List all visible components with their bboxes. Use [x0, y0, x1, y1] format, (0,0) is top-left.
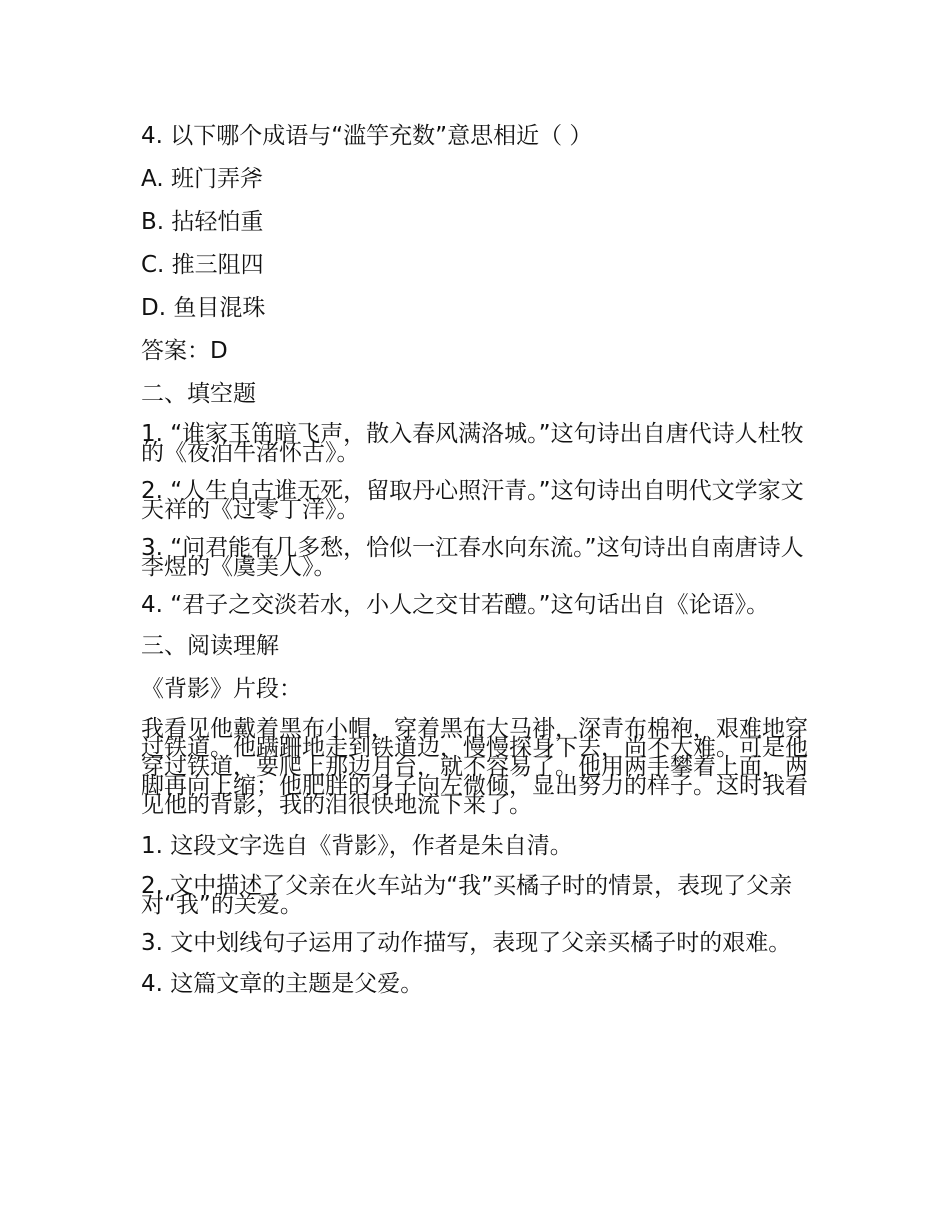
answer-line: 答案：D — [141, 338, 228, 364]
fill-blank-item-1: 1. “谁家玉笛暗飞声，散入春风满洛城。”这句诗出自唐代诗人杜牧的《夜泊牛渚怀古》。 — [141, 421, 804, 466]
option-b: B. 拈轻怕重 — [141, 209, 264, 235]
question-4-stem: 4. 以下哪个成语与“滥竽充数”意思相近（ ） — [141, 123, 593, 149]
section-2-heading: 二、填空题 — [141, 381, 256, 407]
fill-blank-item-4: 4. “君子之交淡若水，小人之交甘若醴。”这句话出自《论语》。 — [141, 592, 770, 618]
section-3-heading: 三、阅读理解 — [141, 633, 279, 659]
document-page — [141, 124, 813, 1015]
reading-item-2: 2. 文中描述了父亲在火车站为“我”买橘子时的情景，表现了父亲对“我”的关爱。 — [141, 873, 793, 918]
option-c: C. 推三阻四 — [141, 252, 264, 278]
option-a: A. 班门弄斧 — [141, 166, 263, 192]
fill-blank-item-3: 3. “问君能有几多愁，恰似一江春水向东流。”这句诗出自南唐诗人李煜的《虞美人》。 — [141, 535, 804, 580]
reading-item-3: 3. 文中划线句子运用了动作描写，表现了父亲买橘子时的艰难。 — [141, 930, 792, 956]
passage-text: 我看见他戴着黑布小帽，穿着黑布大马褂，深青布棉袍，艰难地穿过铁道。他蹒跚地走到铁道边，慢慢探身下去，尚不大难。可是他穿过铁道，要爬上那边月台，就不容易了。他用两手攀着上面，两脚再向上缩；他肥胖的身子向左微倾，显出努力的样子。这时我看见他的背影，我的泪很快地流下来了。 — [141, 716, 808, 818]
reading-item-4: 4. 这篇文章的主题是父爱。 — [141, 971, 424, 997]
passage-title: 《背影》片段： — [141, 676, 302, 702]
option-d: D. 鱼目混珠 — [141, 295, 266, 321]
fill-blank-item-2: 2. “人生自古谁无死，留取丹心照汗青。”这句诗出自明代文学家文天祥的《过零丁洋》。 — [141, 478, 804, 523]
reading-item-1: 1. 这段文字选自《背影》，作者是朱自清。 — [141, 833, 573, 859]
